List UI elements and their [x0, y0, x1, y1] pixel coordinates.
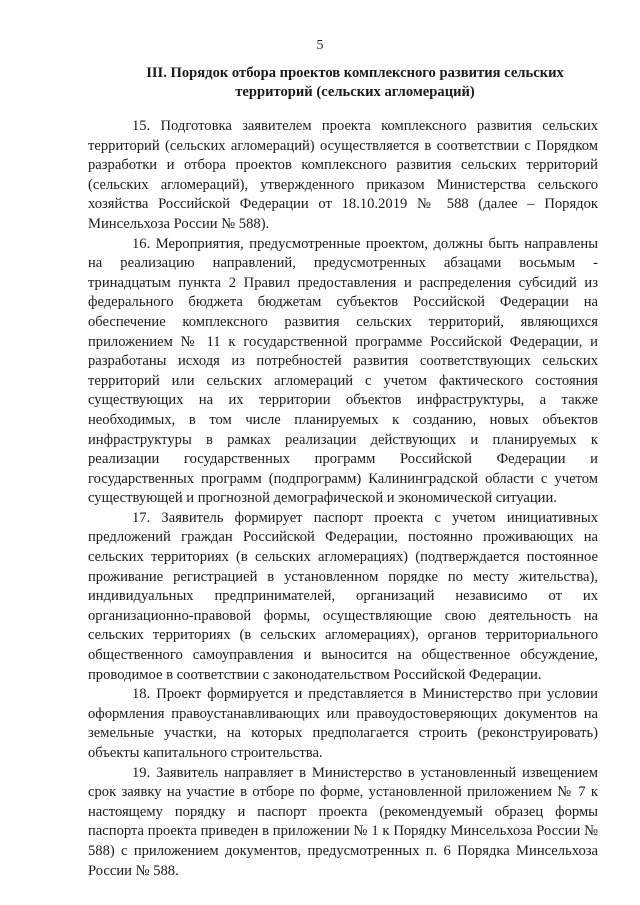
paragraph-15: 15. Подготовка заявителем проекта комплексного развития сельских территорий (сельских агломераций) осуществляется в соответствии с Порядком разработки и отбора проектов комплексного развития сельских территорий (сельских агломераций), утвержденного приказом Министерства сельского хозяйства Российской Федерации от 18.10.2019 № 588 (далее – Порядок Минсельхоза России № 588). [88, 118, 598, 232]
paragraph-16: 16. Мероприятия, предусмотренные проектом, должны быть направлены на реализацию направлений, предусмотренных абзацами восьмым - тринадцатым пункта 2 Правил предоставления и распределения субсидий из федерального бюджета бюджетам субъектов Российской Федерации на обеспечение комплексного развития сельских территорий, являющихся приложением № 11 к государственной программе Российской Федерации, и разработаны исходя из потребностей развития соответствующих сельских территорий или сельских агломераций с учетом фактического состояния существующих на их территории объектов инфраструктуры, а также необходимых, в том числе планируемых к созданию, новых объектов инфраструктуры в рамках реализации действующих и планируемых к реализации государственных программ Российской Федерации и государственных программ (подпрограмм) Калининградской области с учетом существующей и прогнозной демографической и экономической ситуации. [88, 235, 598, 507]
paragraph-18: 18. Проект формируется и представляется в Министерство при условии оформления правоустанавливающих или правоудостоверяющих документов на земельные участки, на которых предполагается строить (реконструировать) объекты капитального строительства. [88, 686, 598, 761]
section-heading: III. Порядок отбора проектов комплексного развития сельских территорий (сельских агломераций) [146, 65, 564, 100]
paragraph-19: 19. Заявитель направляет в Министерство в установленный извещением срок заявку на участие в отборе по форме, установленной приложением № 7 к настоящему порядку и паспорт проекта (рекомендуемый образец формы паспорта проекта приведен в приложении № 1 к Порядку Минсельхоза России № 588) с приложением документов, предусмотренных п. 6 Порядка Минсельхоза России № 588. [88, 764, 598, 879]
paragraph-17: 17. Заявитель формирует паспорт проекта с учетом инициативных предложений граждан Российской Федерации, постоянно проживающих на сельских территориях (в сельских агломерациях) (подтверждается постоянное проживание регистрацией в установленном порядке по месту жительства), индивидуальных предпринимателей, организаций независимо от их организационно-правовой формы, осуществляющие свою деятельность на сельских территориях (в сельских агломерациях), органов территориального общественного самоуправления и выносится на общественное обсуждение, проводимое в соответствии с законодательством Российской Федерации. [88, 509, 598, 683]
document-body [88, 117, 598, 881]
page-number: 5 [316, 38, 324, 53]
